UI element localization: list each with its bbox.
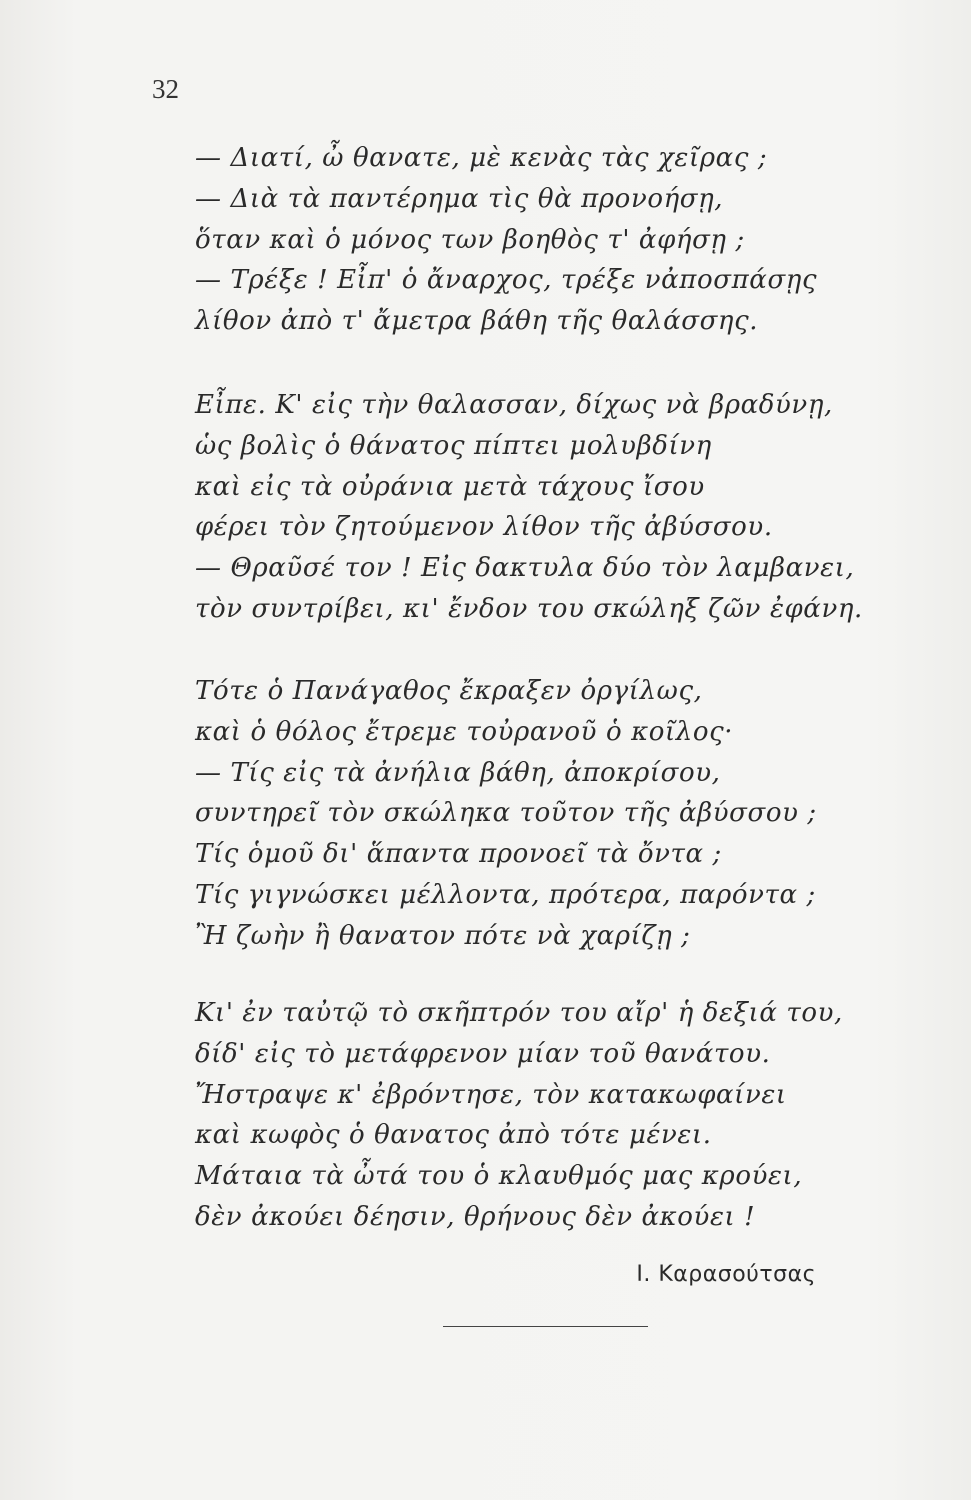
poem-line: Εἶπε. Κ' εἰς τὴν θαλασσαν, δίχως νὰ βραδύνῃ, <box>195 390 833 420</box>
poem-line: Μάταια τὰ ὦτά του ὁ κλαυθμός μας κρούει, <box>195 1161 803 1192</box>
poem-line: Ἤστραψε κ' ἐβρόντησε, τὸν κατακωφαίνει <box>195 1079 787 1110</box>
poem-line: Ἢ ζωὴν ἢ θανατον πότε νὰ χαρίζῃ ; <box>195 920 691 951</box>
poem-line: Τότε ὁ Πανάγαθος ἔκραξεν ὀργίλως, <box>195 676 703 706</box>
poem-line: καὶ κωφὸς ὁ θανατος ἀπὸ τότε μένει. <box>195 1120 712 1151</box>
poem-line: — Θραῦσέ τον ! Εἰς δακτυλα δύο τὸν λαμβανει, <box>195 553 855 584</box>
poem-line: — Διὰ τὰ παντέρημα τὶς θὰ προνοήσῃ, <box>195 183 724 214</box>
poem-line: τὸν συντρίβει, κι' ἔνδον του σκώληξ ζῶν ἐφάνη. <box>195 593 863 624</box>
poem-stanza-3 <box>195 671 875 957</box>
author-signature: Ι. Καρασούτσας <box>636 1262 816 1287</box>
poem-line: δὲν ἀκούει δέησιν, θρήνους δὲν ἀκούει ! <box>195 1201 756 1232</box>
section-divider <box>443 1326 648 1327</box>
poem-line: — Τρέξε ! Εἶπ' ὁ ἄναρχος, τρέξε νἀποσπάσῃς <box>195 265 818 296</box>
poem-line: δίδ' εἰς τὸ μετάφρενον μίαν τοῦ θανάτου. <box>195 1038 771 1069</box>
poem-line: καὶ ὁ θόλος ἔτρεμε τοὐρανοῦ ὁ κοῖλος· <box>195 716 734 747</box>
poem-stanza-1 <box>195 138 875 342</box>
poem-line: Τίς γιγνώσκει μέλλοντα, πρότερα, παρόντα ; <box>195 879 816 910</box>
poem-line: Κι' ἐν ταὐτῷ τὸ σκῆπτρόν του αἴρ' ἡ δεξιά του, <box>195 998 843 1028</box>
poem-line: συντηρεῖ τὸν σκώληκα τοῦτον τῆς ἀβύσσου ; <box>195 798 817 829</box>
poem-line: καὶ εἰς τὰ οὐράνια μετὰ τάχους ἴσου <box>195 471 705 502</box>
poem-line: — Διατί, ὦ θανατε, μὲ κενὰς τὰς χεῖρας ; <box>195 143 768 173</box>
poem-stanza-2 <box>195 385 875 630</box>
poem-line: ὅταν καὶ ὁ μόνος των βοηθὸς τ' ἀφήσῃ ; <box>195 224 745 255</box>
poem-line: λίθον ἀπὸ τ' ἄμετρα βάθη τῆς θαλάσσης. <box>195 306 759 337</box>
poem-line: Τίς ὁμοῦ δι' ἅπαντα προνοεῖ τὰ ὄντα ; <box>195 839 722 870</box>
poem-line: — Τίς εἰς τὰ ἀνήλια βάθη, ἀποκρίσου, <box>195 757 721 788</box>
poem-line: φέρει τὸν ζητούμενον λίθον τῆς ἀβύσσου. <box>195 512 773 543</box>
page-number: 32 <box>152 74 179 104</box>
poem-stanza-4 <box>195 993 875 1238</box>
poem-line: ὡς βολὶς ὁ θάνατος πίπτει μολυβδίνη <box>195 430 712 461</box>
